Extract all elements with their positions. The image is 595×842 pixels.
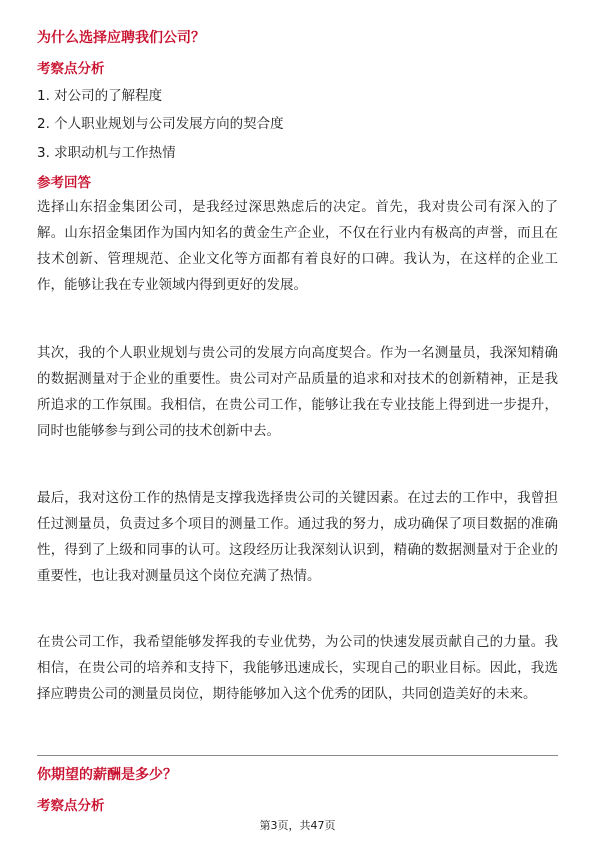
answer-paragraph: 选择山东招金集团公司，是我经过深思熟虑后的决定。首先，我对贵公司有深入的了解。山东招金集团作为国内知名的黄金生产企业，不仅在行业内有极高的声誉，而且在技术创新、管理规范、企业文化等方面都有着良好的口碑。我认为，在这样的企业工作，能够让我在专业领域内得到更好的发展。 xyxy=(37,199,558,293)
analysis-heading: 考察点分析 xyxy=(37,798,105,814)
analysis-heading: 考察点分析 xyxy=(37,61,105,77)
analysis-point: 1. 对公司的了解程度 xyxy=(37,88,163,104)
answer-paragraph: 其次，我的个人职业规划与贵公司的发展方向高度契合。作为一名测量员，我深知精确的数据测量对于企业的重要性。贵公司对产品质量的追求和对技术的创新精神，正是我所追求的工作氛围。我相信，在贵公司工作，能够让我在专业技能上得到进一步提升，同时也能够参与到公司的技术创新中去。 xyxy=(37,345,558,439)
question-title: 你期望的薪酬是多少？ xyxy=(37,767,177,783)
page-number: 第3页，共47页 xyxy=(259,819,336,832)
analysis-point: 2. 个人职业规划与公司发展方向的契合度 xyxy=(37,116,284,132)
answer-heading: 参考回答 xyxy=(37,175,91,191)
section-divider xyxy=(37,755,558,756)
analysis-point: 3. 求职动机与工作热情 xyxy=(37,145,176,161)
answer-paragraph: 最后，我对这份工作的热情是支撑我选择贵公司的关键因素。在过去的工作中，我曾担任过测量员，负责过多个项目的测量工作。通过我的努力，成功确保了项目数据的准确性，得到了上级和同事的认可。这段经历让我深刻认识到，精确的数据测量对于企业的重要性，也让我对测量员这个岗位充满了热情。 xyxy=(37,490,558,584)
answer-paragraph: 在贵公司工作，我希望能够发挥我的专业优势，为公司的快速发展贡献自己的力量。我相信，在贵公司的培养和支持下，我能够迅速成长，实现自己的职业目标。因此，我选择应聘贵公司的测量员岗位，期待能够加入这个优秀的团队，共同创造美好的未来。 xyxy=(37,634,558,702)
question-title: 为什么选择应聘我们公司？ xyxy=(37,30,205,46)
